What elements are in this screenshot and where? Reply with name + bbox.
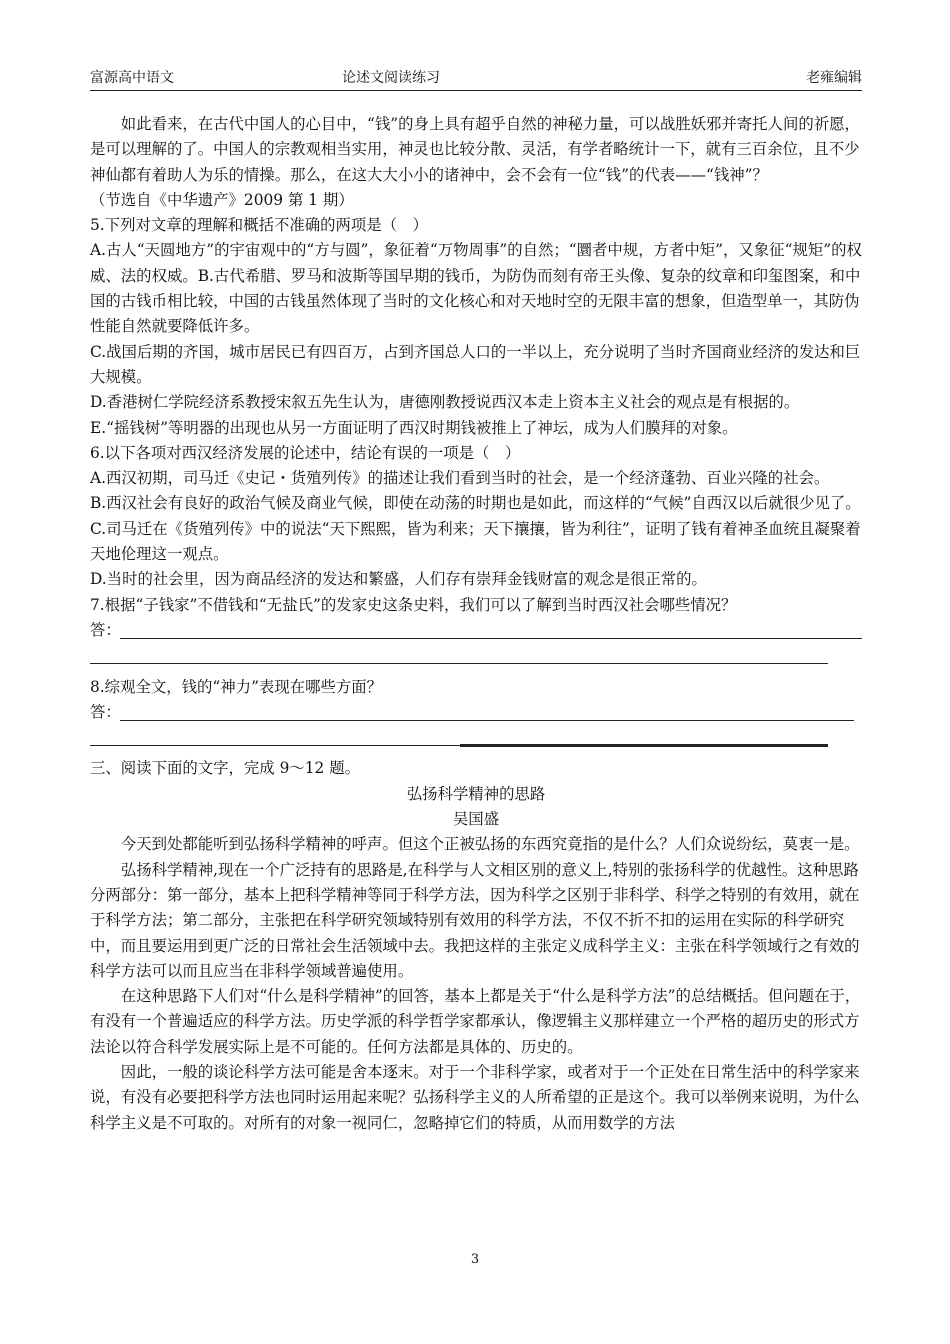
- answer-underline: [90, 745, 460, 746]
- q5-stem: 5.下列对文章的理解和概括不准确的两项是（ ）: [90, 216, 428, 235]
- q7-answer-label: 答：: [90, 620, 121, 639]
- answer-underline: [90, 663, 828, 664]
- section3-heading: 三、阅读下面的文字，完成 9～12 题。: [90, 759, 361, 778]
- source-note: （节选自《中华遗产》2009 第 1 期）: [90, 190, 354, 209]
- q6-option-c: C.司马迁在《货殖列传》中的说法“天下熙熙，皆为利来；天下攘攘，皆为利往”，证明了钱有着神圣血统且凝聚着天地伦理这一观点。: [90, 519, 861, 564]
- article-paragraph: 在这种思路下人们对“什么是科学精神”的回答，基本上都是关于“什么是科学方法”的总结概括。但问题在于，有没有一个普遍适应的科学方法。历史学派的科学哲学家都承认，像逻辑主义那样建立一个严格的超历史的形式方法论以符合科学发展实际上是不可能的。任何方法都是具体的、历史的。: [90, 987, 861, 1056]
- q6-option-a: A.西汉初期，司马迁《史记・货殖列传》的描述让我们看到当时的社会，是一个经济蓬勃、百业兴隆的社会。: [90, 469, 830, 488]
- answer-underline: [120, 638, 862, 639]
- q5-option-c: C.战国后期的齐国，城市居民已有四百万，占到齐国总人口的一半以上，充分说明了当时齐国商业经济的发达和巨大规模。: [90, 342, 861, 386]
- answer-underline: [120, 720, 854, 721]
- q8-stem: 8.综观全文，钱的“神力”表现在哪些方面？: [90, 677, 383, 696]
- answer-underline-thick: [460, 744, 828, 747]
- q6-stem: 6.以下各项对西汉经济发展的论述中，结论有误的一项是（ ）: [90, 443, 521, 462]
- article-paragraph: 因此，一般的谈论科学方法可能是舍本逐末。对于一个非科学家，或者对于一个正处在日常生活中的科学家来说，有没有必要把科学方法也同时运用起来呢？弘扬科学主义的人所希望的正是这个。我可以举例来说明，为什么科学主义是不可取的。对所有的对象一视同仁，忽略掉它们的特质，从而用数学的方法: [90, 1062, 860, 1132]
- q5-option-e: E.“摇钱树”等明器的出现也从另一方面证明了西汉时期钱被推上了神坛，成为人们膜拜的对象。: [90, 418, 738, 437]
- article-paragraph: 今天到处都能听到弘扬科学精神的呼声。但这个正被弘扬的东西究竟指的是什么？人们众说纷纭，莫衷一是。: [120, 835, 860, 854]
- q7-answer-line-2[interactable]: [90, 643, 862, 668]
- header-left: 富源高中语文: [90, 70, 174, 86]
- q8-answer-line-1[interactable]: [90, 700, 862, 725]
- q8-answer-label: 答：: [90, 702, 121, 721]
- q5-option-a: A.古人“天圆地方”的宇宙观中的“方与圆”，象征着“万物周事”的自然；“圜者中规，方者中矩”，又象征“规矩”的权威、法的权威。B.古代希腊、罗马和波斯等国早期的钱币，为防伪而刻有帝王头像、复杂的纹章和印玺图案，和中国的古钱币相比较，中国的古钱虽然体现了当时的文化核心和对天地时空的无限丰富的想象，但造型单一，其防伪性能自然就要降低许多。: [90, 241, 862, 336]
- article-title: 弘扬科学精神的思路: [406, 784, 546, 803]
- q7-answer-line-1[interactable]: [90, 618, 862, 643]
- q7-stem: 7.根据“子钱家”不借钱和“无盐氏”的发家史这条史料，我们可以了解到当时西汉社会哪些情况？: [90, 595, 737, 614]
- article-paragraph: 弘扬科学精神,现在一个广泛持有的思路是,在科学与人文相区别的意义上,特别的张扬科学的优越性。这种思路分两部分：第一部分，基本上把科学精神等同于科学方法，因为科学之区别于非科学、科学之特别的有效用，就在于科学方法；第二部分，主张把在科学研究领域特别有效用的科学方法，不仅不折不扣的运用在实际的科学研究中，而且要运用到更广泛的日常社会生活领域中去。我把这样的主张定义成科学主义：主张在科学领域行之有效的科学方法可以而且应当在非科学领域普遍使用。: [90, 860, 860, 980]
- page-header: [90, 68, 862, 91]
- document-body: [90, 112, 862, 1136]
- article-author: 吴国盛: [452, 810, 500, 829]
- intro-paragraph: 如此看来，在古代中国人的心目中，“钱”的身上具有超乎自然的神秘力量，可以战胜妖邪并寄托人间的祈愿，是可以理解的了。中国人的宗教观相当实用，神灵也比较分散、灵活，有学者略统计一下，就有三百余位，且不少神仙都有着助人为乐的情操。那么，在这大大小小的诸神中，会不会有一位“钱”的代表——“钱神”？ （节选自《中华遗产》2009 第 1 期）: [90, 115, 860, 209]
- header-right: 老雍编辑: [806, 70, 862, 86]
- q6-option-b: B.西汉社会有良好的政治气候及商业气候，即使在动荡的时期也是如此，而这样的“气候”自西汉以后就很少见了。: [90, 494, 861, 513]
- header-center: 论述文阅读练习: [342, 70, 440, 86]
- q6-option-d: D.当时的社会里，因为商品经济的发达和繁盛，人们存有崇拜金钱财富的观念是很正常的。: [90, 570, 707, 589]
- page-number: 3: [470, 1252, 480, 1267]
- q8-answer-line-2[interactable]: [90, 725, 862, 750]
- q5-option-d: D.香港树仁学院经济系教授宋叙五先生认为，唐德刚教授说西汉本走上资本主义社会的观点是有根据的。: [90, 393, 800, 412]
